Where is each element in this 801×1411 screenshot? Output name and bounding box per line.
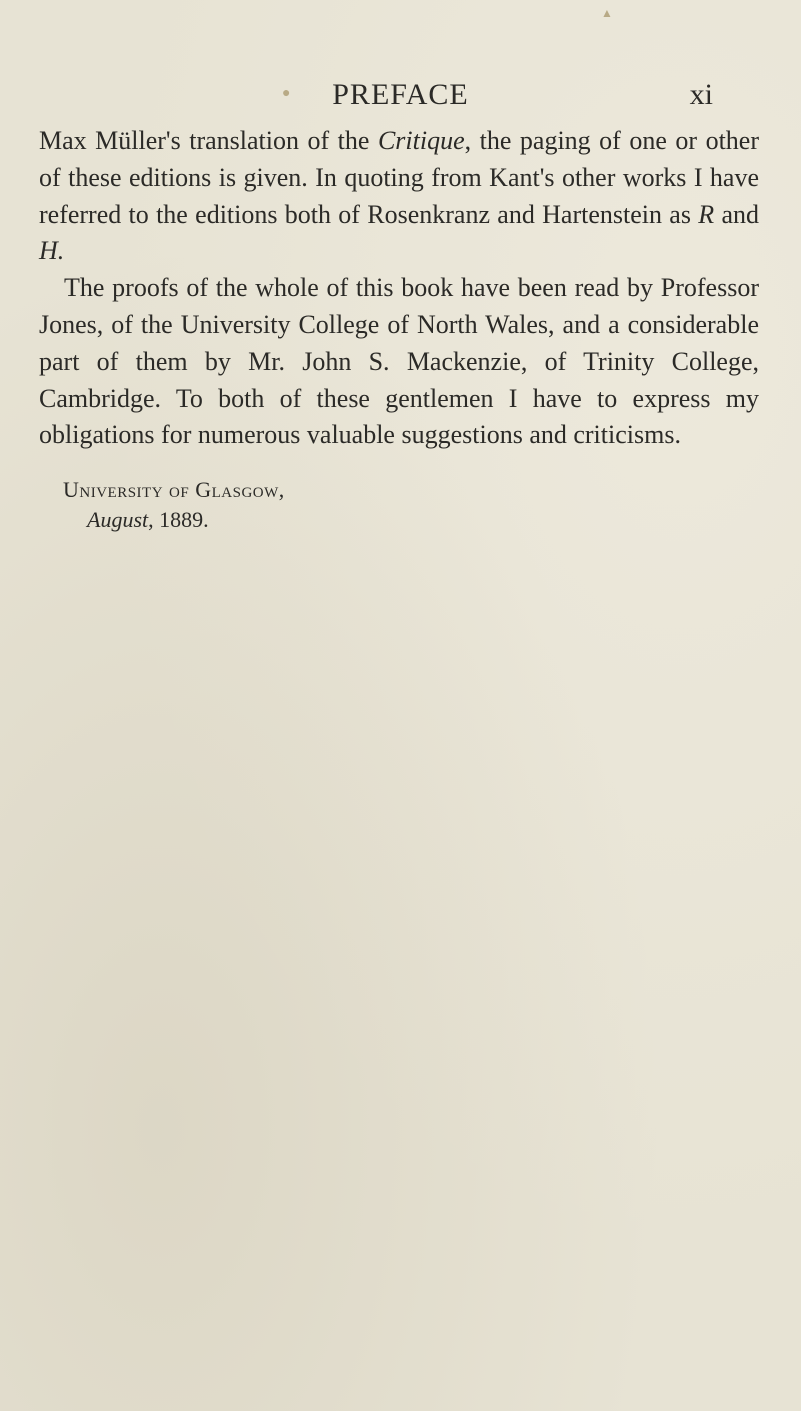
running-title: PREFACE [332,78,469,111]
page-number: xi [689,78,713,111]
signoff [63,475,285,535]
italic-abbreviation: H. [39,236,65,266]
body-text [39,123,759,454]
text-run: , the paging of one or other of these editions is given. In quoting from Kant's other works I have referred to the editions both of Rosenkranz and Hartenstein as [39,126,759,229]
paragraph: The proofs of the whole of this book have been read by Professor Jones, of the University College of North Wales, and a considerable part of them by Mr. John S. Mackenzie, of Trinity College, Cambridge. To both of these gentlemen I have to express my obligations for numerous valuable suggestions and criticisms. [39,273,759,450]
text-run: Max Müller's translation of the [39,126,378,155]
italic-title: Critique [377,126,465,155]
signoff-place: University of Glasgow, [63,477,285,502]
signoff-month: August [87,507,149,532]
italic-abbreviation: R [698,199,715,229]
signoff-year: , 1889. [148,507,209,532]
paragraph [39,123,759,270]
ink-speck: ● [282,86,291,101]
signoff-date [63,505,285,535]
running-head [0,78,801,114]
ink-speck: ▲ [601,6,613,20]
text-run: and [714,199,759,229]
